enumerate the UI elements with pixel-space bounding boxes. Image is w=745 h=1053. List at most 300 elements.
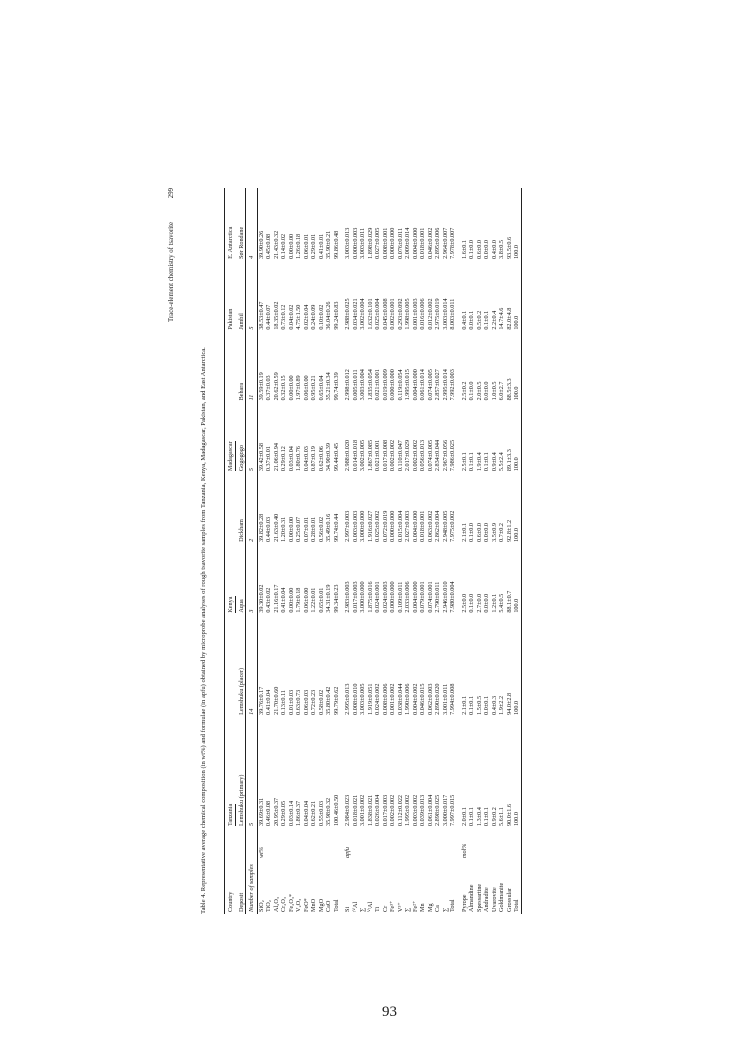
table-cell: 34.31±0.19 — [325, 584, 332, 613]
table-cell: 2.5±0.0 — [460, 593, 468, 613]
table-cell: 100.0 — [513, 473, 521, 544]
table-cell: 1.6±0.1 — [460, 240, 468, 259]
table-cell: 3.003±0.011 — [359, 227, 366, 259]
table-cell: 0.112±0.022 — [396, 794, 404, 826]
row-unit — [483, 828, 491, 860]
table-cell: 100.46±0.50 — [332, 794, 340, 826]
table-cell: 0.000±0.003 — [351, 227, 359, 259]
table-cell: 93.5±0.6 — [505, 236, 513, 259]
table-cell: 2.857±0.027 — [434, 369, 441, 401]
table-cell: 2.033±0.006 — [404, 581, 411, 613]
row-label: Mg — [426, 903, 434, 912]
row-label: CaO — [325, 900, 332, 912]
row-label: ᴵⱽAl — [351, 901, 359, 912]
row-unit: wt% — [257, 846, 265, 858]
running-head — [166, 188, 180, 914]
table-cell: 1.838±0.021 — [366, 794, 374, 826]
table-row — [303, 188, 311, 914]
table-cell: 0.6±0.0 — [475, 240, 483, 259]
table-cell: 7.978±0.007 — [449, 227, 456, 259]
table-cell: 35.49±0.16 — [325, 513, 332, 542]
table-cell: 39.69±0.31 — [257, 797, 265, 826]
row-unit — [434, 828, 442, 860]
table-row — [389, 188, 397, 914]
table-cell: 2.1±0.1 — [460, 523, 468, 542]
table-cell: 0.002±0.001 — [389, 298, 396, 330]
table-cell: 0.02±0.04 — [302, 304, 310, 330]
table-cell: 1.835±0.054 — [366, 369, 374, 401]
country-name: Kenya — [227, 596, 234, 613]
table-cell: 0.046±0.002 — [426, 227, 434, 259]
page-number: 93 — [382, 1004, 397, 1020]
table-cell: 0.012±0.002 — [426, 298, 434, 330]
rotated-content — [166, 188, 600, 914]
row-label: Fe³⁺ — [389, 900, 396, 912]
table-row — [382, 188, 390, 914]
row-label: Fe₂O₃* — [287, 893, 295, 912]
table-row — [325, 188, 333, 914]
table-caption: Table 4. Representative average chemical composition (in wt%) and formulae (in apfu) obtained by microprobe analyses of rough tsavorite samples from Tanzania, Kenya, Madagascar, Pakistan, and East Antarctica. — [200, 347, 207, 914]
table-cell: 0.024±0.003 — [381, 581, 389, 613]
deposit-header: Jambil — [237, 313, 245, 330]
table-cell: 0.004±0.000 — [411, 369, 419, 401]
table-cell: 1.97±0.89 — [295, 375, 302, 401]
table-cell: 7.992±0.003 — [449, 369, 456, 401]
table-cell: 0.004±0.000 — [411, 227, 419, 259]
deposit-header: Sør Rondane — [237, 226, 245, 259]
table-cell: 0.018±0.001 — [419, 510, 426, 542]
country-header — [225, 261, 236, 332]
table-cell: 1.3±0.4 — [475, 807, 483, 826]
table-cell: 3.001±0.011 — [441, 683, 449, 715]
table-cell: 0.046±0.015 — [419, 683, 426, 715]
table-cell: 0.004±0.000 — [411, 510, 419, 542]
table-cell: 2.027±0.003 — [404, 510, 411, 542]
table-cell: 2.995±0.013 — [344, 683, 351, 715]
table-cell: 2.946±0.010 — [441, 581, 449, 613]
country-row — [225, 188, 236, 914]
table-cell: 39.82±0.28 — [257, 513, 265, 542]
running-title: Trace-element chemistry of tsavorite — [168, 222, 175, 322]
table-cell: 0.1±0.1 — [468, 695, 475, 715]
table-body — [257, 188, 521, 914]
table-cell: 35.80±0.42 — [325, 686, 332, 715]
country-name: Madagascar — [227, 441, 234, 472]
table-cell: 0.55±0.03 — [317, 800, 325, 826]
row-unit — [359, 828, 367, 860]
table-cell: 0.000±0.000 — [389, 581, 396, 613]
row-label: SiO₂ — [257, 900, 265, 912]
row-unit — [374, 828, 382, 860]
row-unit — [333, 828, 341, 860]
row-label: ⱽᴵAl — [366, 901, 374, 912]
row-label: ∑ — [404, 907, 411, 912]
row-label: Andradite — [483, 887, 490, 912]
table-cell: 92.8±1.2 — [505, 519, 513, 542]
row-label: FeO* — [302, 898, 310, 912]
table-cell: 0.95±0.21 — [310, 375, 317, 401]
table-cell: 0.026±0.004 — [374, 794, 381, 826]
table-cell: 0.045±0.008 — [381, 298, 389, 330]
sample-count: 14 — [246, 615, 258, 717]
row-label: V³⁺ — [396, 902, 404, 912]
table-cell: 0.06±0.03 — [302, 689, 310, 715]
table-cell: 1.995±0.002 — [404, 794, 411, 826]
table-cell: 1.0±0.5 — [490, 381, 498, 401]
row-label: Total — [449, 899, 456, 912]
table-cell: 0.00±0.00 — [287, 516, 295, 542]
table-cell: 0.018±0.001 — [419, 227, 426, 259]
table-cell: 0.0±0.0 — [483, 240, 490, 259]
country-name: E. Antarctica — [227, 226, 234, 259]
row-unit — [468, 828, 476, 860]
row-unit — [382, 828, 390, 860]
country-header — [225, 615, 236, 828]
table-cell: 0.038±0.044 — [396, 683, 404, 715]
table-row — [288, 188, 296, 914]
table-cell: 2.988±0.025 — [344, 298, 351, 330]
table-cell: 0.014±0.018 — [351, 439, 359, 472]
row-unit — [419, 828, 427, 860]
table-cell: 0.43±0.02 — [265, 587, 272, 613]
table-cell: 1.20±0.31 — [280, 516, 287, 542]
table-cell: 0.44±0.03 — [265, 516, 272, 542]
table-row — [468, 188, 476, 914]
table-cell: 2.898±0.025 — [434, 794, 441, 826]
table-cell: 0.37±0.01 — [265, 446, 272, 472]
table-cell: 0.074±0.005 — [426, 439, 434, 472]
row-unit — [513, 828, 521, 860]
table-cell: 2.964±0.007 — [441, 227, 449, 259]
table-cell: 0.008±0.001 — [381, 227, 389, 259]
row-unit — [310, 828, 318, 860]
table-cell: 0.9±0.2 — [490, 807, 498, 826]
table-cell: 3.001±0.002 — [359, 794, 366, 826]
table-cell: 88.5±3.3 — [505, 378, 513, 401]
table-row — [427, 188, 435, 914]
table-row — [359, 188, 367, 914]
row-label: Ca — [434, 905, 441, 912]
table-cell: 0.002±0.002 — [411, 439, 419, 472]
table-cell: 1.990±0.006 — [404, 683, 411, 715]
table-cell: 0.021±0.001 — [374, 439, 381, 472]
table-cell: 39.30±0.02 — [257, 584, 265, 613]
table-cell: 39.90±0.26 — [257, 230, 265, 259]
table-cell: 0.41±0.04 — [280, 587, 287, 613]
table-cell: 82.0±4.8 — [505, 307, 513, 330]
sample-count: 5 — [246, 402, 258, 473]
row-label: Si — [344, 906, 351, 912]
table-row — [257, 188, 265, 914]
table-cell: 3.003±0.014 — [441, 298, 449, 330]
table-cell: 0.293±0.092 — [396, 298, 404, 330]
table-cell: 0.027±0.005 — [374, 227, 381, 259]
composition-table — [224, 188, 522, 914]
table-cell: 0.000±0.000 — [389, 369, 396, 401]
table-row — [374, 188, 382, 914]
table-cell: 0.005±0.011 — [351, 369, 359, 401]
table-row — [273, 188, 281, 914]
row-unit — [265, 828, 273, 860]
row-unit — [498, 828, 506, 860]
table-cell: 0.04±0.04 — [302, 800, 310, 826]
table-cell: 0.32±0.15 — [280, 375, 287, 401]
table-row — [442, 188, 450, 914]
table-row — [295, 188, 303, 914]
table-cell: 2.1±0.1 — [460, 695, 468, 715]
table-cell: 0.65±0.01 — [317, 587, 325, 613]
row-unit — [491, 828, 499, 860]
row-label: TiO₂ — [265, 900, 272, 912]
row-label: Cr — [381, 905, 389, 912]
table-cell: 0.62±0.06 — [317, 446, 325, 472]
table-cell: 0.056±0.013 — [419, 439, 426, 472]
table-row — [310, 188, 318, 914]
row-unit — [295, 828, 303, 860]
table-cell: 0.0±0.1 — [468, 310, 475, 330]
row-label: Total — [332, 899, 340, 912]
row-unit — [273, 828, 281, 860]
table-cell: 0.003±0.003 — [351, 510, 359, 542]
table-cell: 0.62±0.21 — [310, 800, 317, 826]
table-cell: 7.975±0.002 — [449, 510, 456, 542]
table-cell: 1.9±2.2 — [498, 695, 505, 715]
table-cell: 0.46±0.08 — [265, 800, 272, 826]
table-cell: 100.0 — [513, 615, 521, 717]
row-label: Goldmanite — [498, 882, 505, 912]
table-cell: 1.632±0.101 — [366, 298, 374, 330]
row-unit — [280, 828, 288, 860]
table-cell: 0.03±0.14 — [287, 800, 295, 826]
table-cell: 4.75±1.50 — [295, 304, 302, 330]
table-cell: 0.002±0.002 — [389, 794, 396, 826]
table-cell: 0.6±0.0 — [475, 523, 483, 542]
deposit-header: Aqua — [237, 599, 245, 613]
table-cell: 0.73±0.12 — [280, 304, 287, 330]
table-cell: 0.00±0.00 — [287, 375, 295, 401]
table-cell: 0.061±0.014 — [419, 369, 426, 401]
table-cell: 0.63±0.73 — [295, 689, 302, 715]
table-cell: 2.998±0.012 — [344, 369, 351, 401]
table-cell: 1.80±0.76 — [295, 446, 302, 472]
table-cell: 3.003±0.004 — [359, 369, 366, 401]
table-cell: 0.0±0.0 — [483, 523, 490, 542]
row-unit — [449, 828, 457, 860]
row-unit — [427, 828, 435, 860]
row-unit — [404, 828, 412, 860]
table-cell: 0.4±0.3 — [490, 695, 498, 715]
table-cell: 0.001±0.002 — [389, 683, 396, 715]
table-cell: 0.017±0.003 — [351, 581, 359, 613]
table-cell: 5.6±1.1 — [498, 807, 505, 826]
row-unit — [412, 828, 420, 860]
row-label: Uvarovite — [490, 887, 498, 912]
table-cell: 0.29±0.05 — [280, 800, 287, 826]
table-header — [225, 188, 258, 914]
table-cell: 88.1±0.7 — [505, 590, 513, 613]
table-cell: 8.003±0.011 — [449, 298, 456, 330]
table-cell: 0.003±0.002 — [411, 794, 419, 826]
table-cell: 0.0±0.0 — [483, 381, 490, 401]
table-cell: 0.45±0.08 — [265, 233, 272, 259]
table-cell: 0.14±0.02 — [280, 233, 287, 259]
table-cell: 0.017±0.003 — [381, 794, 389, 826]
table-cell: 100.0 — [513, 402, 521, 473]
table-cell: 0.0±0.0 — [483, 593, 490, 613]
table-cell: 14.7±4.6 — [498, 307, 505, 330]
table-cell: 0.29±0.01 — [310, 233, 317, 259]
row-label: Spessartine — [475, 883, 483, 912]
table-cell: 3.003±0.013 — [344, 227, 351, 259]
number-of-samples-label: Number of samples — [246, 828, 258, 914]
row-label: Pyrope — [460, 894, 468, 912]
table-cell: 0.44±0.07 — [265, 304, 272, 330]
number-of-samples-row — [246, 188, 258, 914]
table-cell: 2.997±0.003 — [344, 510, 351, 542]
table-cell: 0.1±0.0 — [468, 381, 475, 401]
table-cell: 99.34±0.23 — [332, 584, 340, 613]
table-cell: 0.016±0.006 — [419, 298, 426, 330]
table-cell: 0.25±0.07 — [295, 516, 302, 542]
table-cell: 7.980±0.004 — [449, 581, 456, 613]
table-cell: 99.44±0.45 — [332, 443, 340, 472]
table-cell: 0.1±0.1 — [483, 452, 490, 472]
table-cell: 2.834±0.044 — [434, 439, 441, 472]
table-cell: 21.06±0.94 — [272, 443, 280, 472]
table-cell: 39.42±0.58 — [257, 443, 265, 472]
table-cell: 1.2±0.1 — [490, 593, 498, 613]
table-cell: 2.0±0.1 — [460, 807, 468, 826]
table-cell: 20.62±0.59 — [272, 372, 280, 401]
table-cell: 0.04±0.02 — [287, 304, 295, 330]
row-unit — [367, 828, 375, 860]
sample-count: 5 — [246, 261, 258, 332]
table-cell: 0.4±0.0 — [490, 240, 498, 259]
table-cell: 0.076±0.011 — [396, 227, 404, 259]
table-cell: 5.4±0.5 — [498, 593, 505, 613]
table-cell: 3.000±0.000 — [359, 581, 366, 613]
row-label: Al₂O₃ — [272, 897, 280, 912]
table-row — [412, 188, 420, 914]
table-cell: 0.00±0.00 — [287, 233, 295, 259]
row-unit — [325, 828, 333, 860]
rotated-page-region — [166, 188, 600, 914]
row-label: Fe²⁺ — [411, 900, 419, 912]
table-cell: 0.062±0.003 — [426, 683, 434, 715]
table-cell: 0.87±0.19 — [310, 446, 317, 472]
table-cell: 100.0 — [513, 544, 521, 615]
table-cell: 0.5±0.2 — [475, 310, 483, 330]
deposit-header: Lemshuku (primary) — [237, 774, 245, 826]
table-cell: 0.1±0.1 — [468, 452, 475, 472]
table-cell: 0.13±0.11 — [280, 690, 287, 715]
row-label: Cr₂O₃ — [280, 897, 287, 912]
table-cell: 2.967±0.056 — [441, 439, 449, 472]
row-label: ∑ — [359, 907, 366, 912]
table-cell: 1.86±0.37 — [295, 800, 302, 826]
country-header — [225, 332, 236, 474]
table-cell: 20.95±0.37 — [272, 797, 280, 826]
table-row — [318, 188, 326, 914]
table-cell: 0.07±0.01 — [302, 516, 310, 542]
table-row — [265, 188, 273, 914]
table-cell: 0.1±0.0 — [468, 523, 475, 542]
deposit-header: Behara — [237, 382, 245, 401]
table-cell: 0.37±0.03 — [265, 375, 272, 401]
row-label: Almandine — [468, 884, 475, 912]
table-row — [340, 188, 352, 914]
table-row — [513, 188, 521, 914]
table-cell: 0.4±0.1 — [460, 310, 468, 330]
row-label: MnO — [310, 898, 317, 912]
table-cell: 0.7±0.2 — [498, 523, 505, 542]
table-cell: 1.9±0.4 — [475, 452, 483, 472]
row-label: V₂O₃ — [295, 898, 302, 912]
table-cell: 89.1±3.3 — [505, 449, 513, 472]
sample-count: 11 — [246, 332, 258, 403]
country-name: Tanzania — [227, 803, 234, 826]
table-cell: 0.063±0.002 — [426, 510, 434, 542]
table-row — [476, 188, 484, 914]
table-row — [449, 188, 457, 914]
row-label: MgO — [317, 898, 325, 912]
table-cell: 0.41±0.01 — [317, 233, 325, 259]
table-cell: 3.002±0.005 — [359, 439, 366, 472]
row-unit — [506, 828, 514, 860]
table-cell: 100.0 — [513, 261, 521, 332]
table-cell: 0.1±0.0 — [468, 240, 475, 259]
sample-count: 2 — [246, 473, 258, 544]
table-cell: 0.58±0.02 — [317, 689, 325, 715]
table-cell: 100.0 — [513, 188, 521, 261]
table-cell: 1.79±0.18 — [295, 587, 302, 613]
table-cell: 2.790±0.011 — [434, 581, 441, 613]
table-cell: 94.0±2.8 — [505, 692, 513, 715]
table-cell: 21.43±0.32 — [272, 230, 280, 259]
table-cell: 2.5±0.2 — [460, 381, 468, 401]
table-cell: 0.72±0.23 — [310, 689, 317, 715]
table-cell: 0.024±0.001 — [374, 581, 381, 613]
table-cell: 0.110±0.047 — [396, 440, 404, 472]
unit-header-spacer — [236, 828, 246, 860]
table-cell: 0.0±0.1 — [483, 695, 490, 715]
table-cell: 0.004±0.002 — [411, 683, 419, 715]
deposit-header: Gogogogo — [237, 445, 245, 472]
table-cell: 0.039±0.013 — [419, 794, 426, 826]
country-header-label: Country — [225, 860, 236, 914]
table-row — [352, 188, 360, 914]
table-cell: 1.919±0.051 — [366, 683, 374, 715]
table-cell: 1.916±0.027 — [366, 510, 374, 542]
table-cell: 0.24±0.09 — [310, 304, 317, 330]
table-cell: 2.983±0.003 — [344, 581, 351, 613]
table-row — [397, 188, 405, 914]
table-cell: 39.76±0.17 — [257, 686, 265, 715]
table-row — [434, 188, 442, 914]
table-cell: 7.986±0.025 — [449, 439, 456, 472]
table-cell: 1.875±0.016 — [366, 581, 374, 613]
table-cell: 3.8±0.5 — [498, 240, 505, 259]
table-cell: 1.898±0.029 — [366, 227, 374, 259]
country-header — [225, 188, 236, 261]
table-cell: 0.01±0.03 — [287, 689, 295, 715]
table-cell: 0.06±0.01 — [302, 233, 310, 259]
row-unit — [288, 828, 296, 860]
table-cell: 21.16±0.17 — [272, 584, 280, 613]
table-cell: 2.7±0.0 — [475, 593, 483, 613]
table-cell: 7.994±0.008 — [449, 683, 456, 715]
running-page-number: 299 — [168, 188, 175, 199]
